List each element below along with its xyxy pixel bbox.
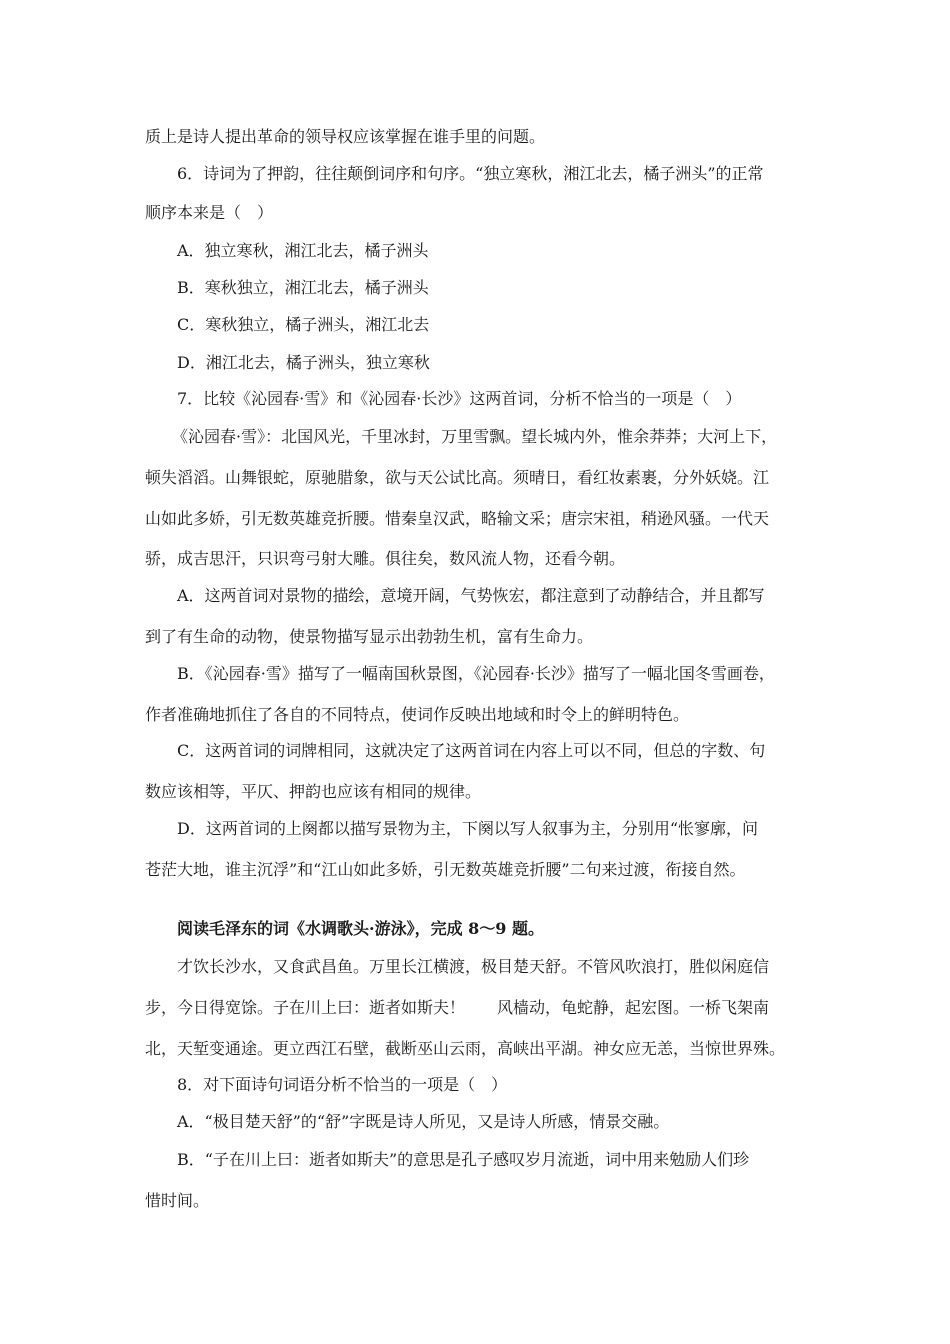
option-a: A．“极目楚天舒”的“舒”字既是诗人所见，又是诗人所感，情景交融。 — [177, 1112, 670, 1131]
question-6-stem: 6．诗词为了押韵，往往颠倒词序和句序。“独立寒秋，湘江北去，橘子洲头”的正常 — [177, 164, 764, 183]
poem-line: 顿失滔滔。山舞银蛇，原驰腊象，欲与天公试比高。须晴日，看红妆素裹，分外妖娆。江 — [145, 468, 770, 487]
poem-line: 《沁园春·雪》：北国风光，千里冰封，万里雪飘。望长城内外，惟余莽莽；大河上下， — [172, 427, 778, 446]
option-b: B．《沁园春·雪》描写了一幅南国秋景图，《沁园春·长沙》描写了一幅北国冬雪画卷， — [177, 664, 775, 683]
option-b: B．寒秋独立，湘江北去，橘子洲头 — [177, 278, 429, 297]
option-a-cont: 到了有生命的动物，使景物描写显示出勃勃生机，富有生命力。 — [145, 627, 594, 646]
question-8-stem: 8．对下面诗句词语分析不恰当的一项是（ ） — [177, 1075, 508, 1094]
option-d: D．湘江北去，橘子洲头，独立寒秋 — [177, 353, 430, 372]
poem-line: 骄，成吉思汗，只识弯弓射大雕。俱往矣，数风流人物，还看今朝。 — [145, 549, 626, 568]
question-6-stem-cont: 顺序本来是（ ） — [145, 203, 274, 222]
option-b-cont: 惜时间。 — [145, 1191, 210, 1210]
text-line: 质上是诗人提出革命的领导权应该掌握在谁手里的问题。 — [145, 127, 546, 146]
option-a: A．独立寒秋，湘江北去，橘子洲头 — [177, 241, 429, 260]
question-7-stem: 7．比较《沁园春·雪》和《沁园春·长沙》这两首词，分析不恰当的一项是（ ） — [177, 389, 742, 408]
poem-line: 步，今日得宽馀。子在川上曰：逝者如斯夫！ 风樯动，龟蛇静，起宏图。一桥飞架南 — [145, 998, 770, 1017]
option-b: B．“子在川上曰：逝者如斯夫”的意思是孔子感叹岁月流逝，词中用来勉励人们珍 — [177, 1150, 750, 1169]
option-a: A．这两首词对景物的描绘，意境开阔，气势恢宏，都注意到了动静结合，并且都写 — [177, 586, 765, 605]
option-c: C．这两首词的词牌相同，这就决定了这两首词在内容上可以不同，但总的字数、句 — [177, 741, 766, 760]
section-heading: 阅读毛泽东的词《水调歌头·游泳》，完成 8～9 题。 — [177, 919, 544, 938]
option-b-cont: 作者准确地抓住了各自的不同特点，使词作反映出地域和时令上的鲜明特色。 — [145, 705, 690, 724]
poem-line: 山如此多娇，引无数英雄竞折腰。惜秦皇汉武，略输文采；唐宗宋祖，稍逊风骚。一代天 — [145, 509, 770, 528]
poem-line: 北，天堑变通途。更立西江石壁，截断巫山云雨，高峡出平湖。神女应无恙，当惊世界殊。 — [145, 1039, 786, 1058]
option-d-cont: 苍茫大地，谁主沉浮”和“江山如此多娇，引无数英雄竞折腰”二句来过渡，衔接自然。 — [145, 860, 746, 879]
option-c-cont: 数应该相等，平仄、押韵也应该有相同的规律。 — [145, 782, 482, 801]
option-d: D．这两首词的上阕都以描写景物为主，下阕以写人叙事为主，分别用“怅寥廓，问 — [177, 819, 759, 838]
poem-line: 才饮长沙水，又食武昌鱼。万里长江横渡，极目楚天舒。不管风吹浪打，胜似闲庭信 — [177, 957, 770, 976]
option-c: C．寒秋独立，橘子洲头，湘江北去 — [177, 315, 430, 334]
